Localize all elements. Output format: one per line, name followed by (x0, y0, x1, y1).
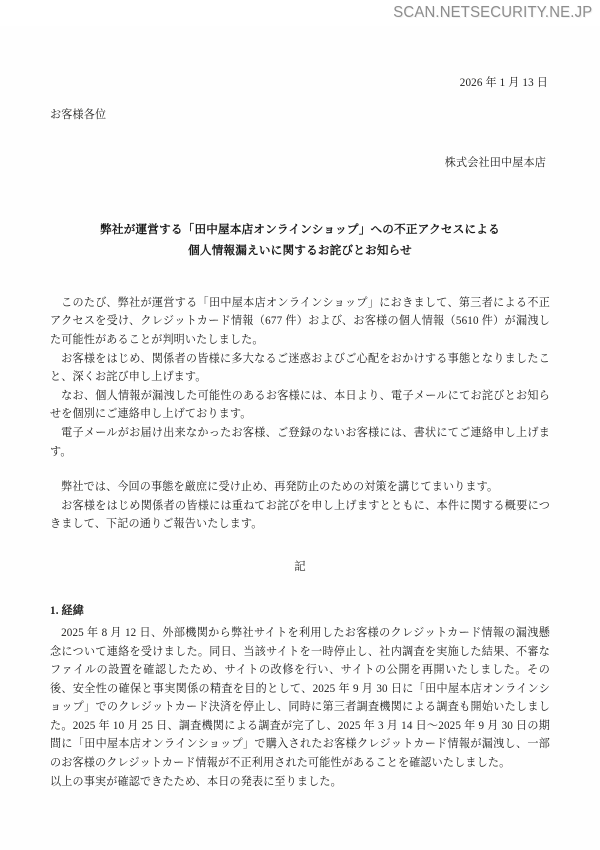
paragraph-spacer (50, 461, 550, 478)
body-paragraph-5: 弊社では、今回の事態を厳庶に受け止め、再発防止のための対策を講じてまいります。 (61, 481, 499, 494)
issuing-company: 株式会社田中屋本店 (444, 157, 546, 170)
body-measures-block (50, 478, 550, 534)
body-intro-block (50, 294, 550, 461)
body-paragraph-1: このたび、弊社が運営する「田中屋本店オンラインショップ」におきまして、第三者による不正アクセスを受け、クレジットカード情報（677 件）および、お客様の個人情報（5610 件）が漏洩した可能性があることが判明いたしました。 (50, 296, 550, 346)
body-paragraph-3: なお、個人情報が漏洩した可能性のあるお客様には、本日より、電子メールにてお詫びとお知らせを個別にご連絡申し上げております。 (50, 389, 550, 421)
section-keii-body (50, 624, 550, 791)
document-page (0, 26, 600, 850)
body-paragraph-6: お客様をはじめ関係者の皆様には重ねてお詫びを申し上げますとともに、本件に関する概要につきまして、下記の通りご報告いたします。 (50, 499, 550, 531)
document-date: 2026 年 1 月 13 日 (459, 77, 548, 89)
page-title-line-2: 個人情報漏えいに関するお詫びとお知らせ (188, 243, 412, 257)
section-keii-paragraph-1: 2025 年 8 月 12 日、外部機関から弊社サイトを利用したお客様のクレジットカード情報の漏洩懸念について連絡を受けました。同日、当該サイトを一時停止し、社内調査を実施した結果、不審なファイルの設置を確認したため、サイトの改修を行い、サイトの公開を再開いたしました。その後、安全性の確保と事実関係の精査を目的として、2025 年 9 月 30 日に「田中屋本店オンラインショップ」でのクレジットカード決済を停止し、同時に第三者調査機関による調査も開始いたしました。2025 年 10 月 25 日、調査機関による調査が完了し、2025 年 3 月 14 日～2025 年 9 月 30 日の期間に「田中屋本店オンラインショップ」で購入されたお客様クレジットカード情報が漏洩し、一部のお客様のクレジットカード情報が不正利用された可能性があることを確認いたしました。 (50, 626, 550, 770)
page-title-line-1: 弊社が運営する「田中屋本店オンラインショップ」への不正アクセスによる (100, 222, 500, 236)
section-keii-paragraph-2: 以上の事実が確認できたため、本日の発表に至りました。 (50, 775, 342, 788)
addressee: お客様各位 (50, 108, 107, 121)
ki-mark: 記 (294, 560, 306, 573)
page-title (50, 219, 550, 261)
body-paragraph-4: 電子メールがお届け出来なかったお客様、ご登録のないお客様には、書状にてご連絡申し上げます。 (50, 426, 550, 458)
section-heading-keii: 1. 経緯 (50, 604, 85, 617)
body-paragraph-2: お客様をはじめ、関係者の皆様に多大なるご迷惑およびご心配をおかけする事態となりましたこと、深くお詫び申し上げます。 (50, 352, 550, 384)
site-watermark: SCAN.NETSECURITY.NE.JP (392, 4, 592, 21)
